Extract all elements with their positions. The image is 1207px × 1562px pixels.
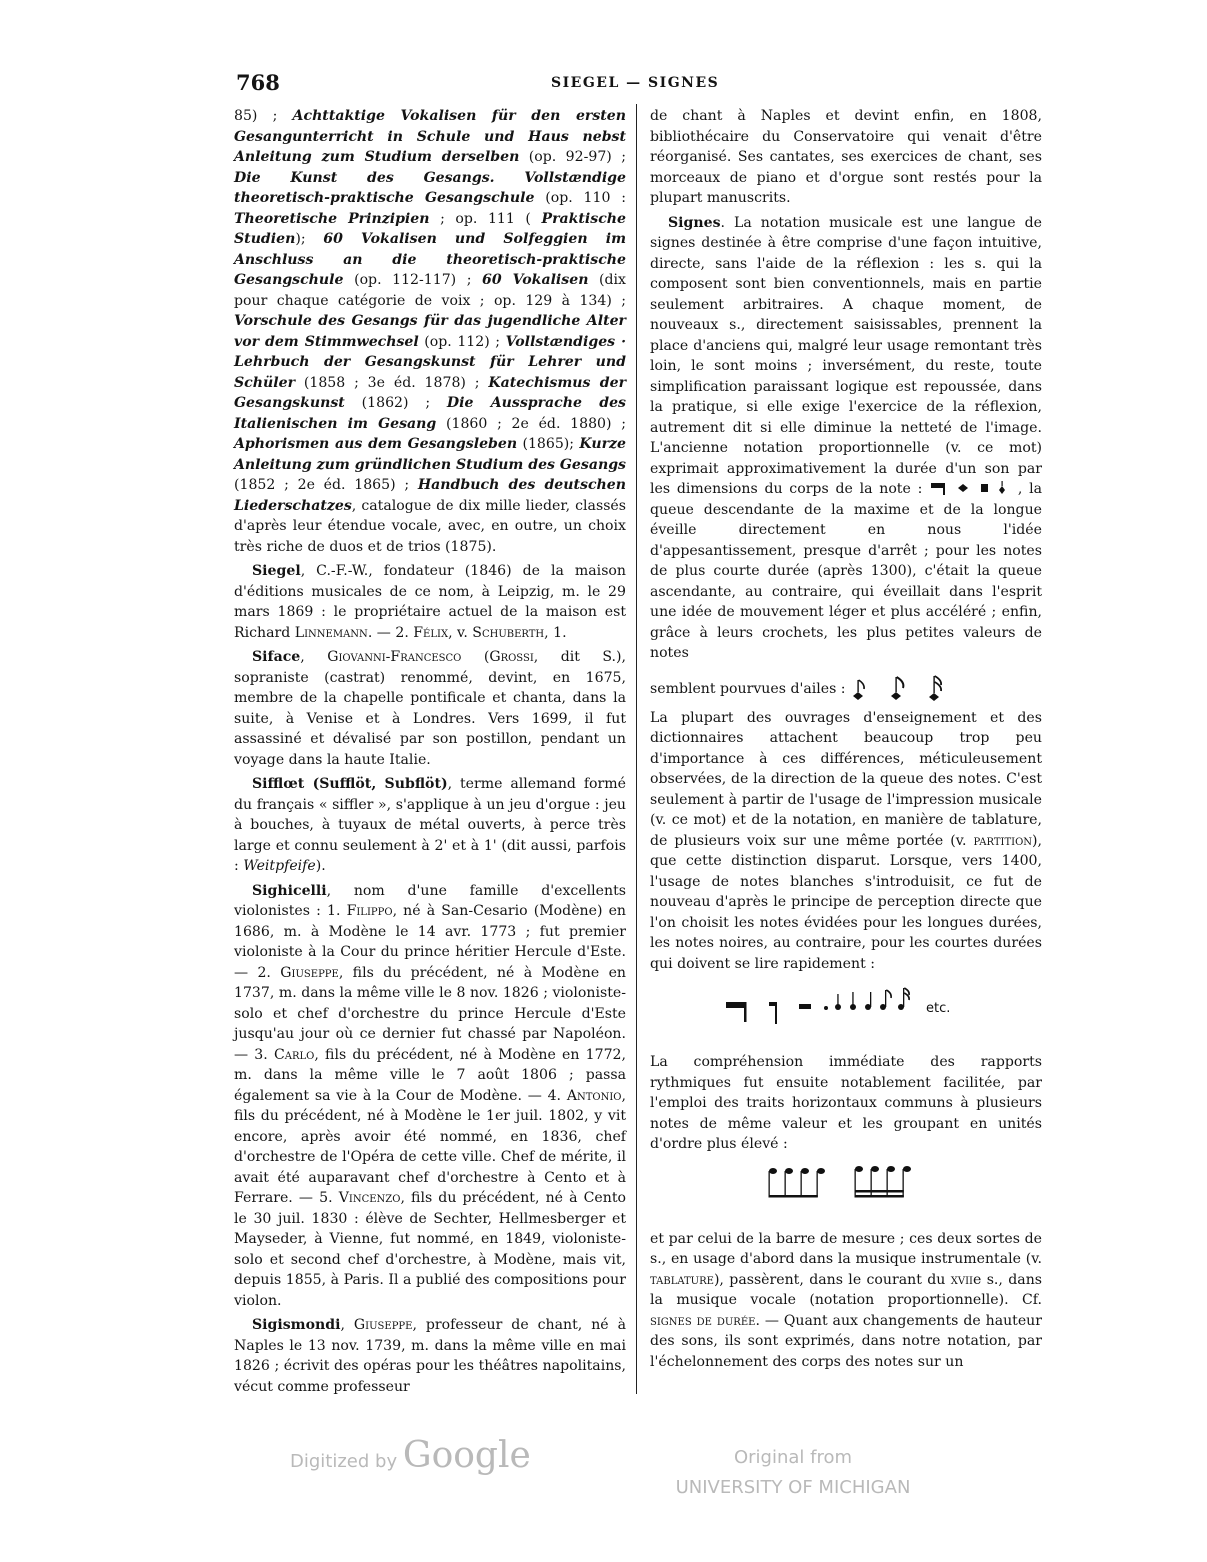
running-head: SIEGEL — SIGNES — [551, 75, 720, 91]
column-divider — [636, 104, 637, 1394]
entry-siegel: Siegel, C.-F.-W., fondateur (1846) de la maison d'éditions musicales de ce nom, à Leipzig, m. le 29 mars 1869 : le propriétaire actuel de la maison est Richard Linnemann. — 2. Félix, v. Schuberth, 1. — [234, 563, 626, 641]
beamed-notes-figure — [761, 1159, 931, 1215]
note-values-example — [650, 978, 1042, 1046]
entry-headword: Sifflœt (Sufflöt, Subflöt) — [252, 776, 448, 792]
entry-siface: Siface, Giovanni-Francesco (Grossi, dit S.), sopraniste (castrat) renommé, devint, en 1675, membre de la chapelle pontificale et chanta, dans la suite, à Venise et à Londres. Vers 1699, il fut assassiné et dévalisé par son postillon, pendant un voyage dans la haute Italie. — [234, 649, 627, 768]
entry-headword: Siegel — [252, 563, 301, 579]
note-values-figure — [721, 978, 971, 1038]
entry-headword: Siface — [252, 649, 301, 665]
paragraph-bibliography: 85) ; Achttaktige Vokalisen für den ersten Gesangunterricht in Schule und Haus nebst Anleitung zum Studium derselben (op. 92-97) ; Die Kunst des Gesangs. Vollstændige theoretisch-praktische Gesangschule (op. 110 : Theoretische Prinzipien ; op. 111 ( Praktische Studien); 60 Vokalisen und Solfeggien im Anschluss an die theoretisch-praktische Gesangschule (op. 112-117) ; 60 Vokalisen (dix pour chaque catégorie de voix ; op. 129 à 134) ; Vorschule des Gesangs für das jugendliche Alter vor dem Stimmwechsel (op. 112) ; Vollstændiges · Lehrbuch der Gesangskunst für Lehrer und Schüler (1858 ; 3e éd. 1878) ; Katechismus der Gesangskunst (1862) ; Die Aussprache des Italienischen im Gesang (1860 ; 2e éd. 1880) ; Aphorismen aus dem Gesangsleben (1865); Kurze Anleitung zum gründlichen Studium des Gesangs (1852 ; 2e éd. 1865) ; Handbuch des deutschen Liederschatzes, catalogue de dix mille lieder, classés d'après leur étendue vocale, avec, en outre, un choix très riche de duos et de trios (1875). — [234, 108, 626, 555]
entry-sifflet: Sifflœt (Sufflöt, Subflöt), terme allemand formé du français « siffler », s'applique à un jeu d'orgue : jeu à bouches, à tuyaux de métal ouverts, à perce très large et connu seulement à 2' et à 1' (dit aussi, parfois : Weitpfeife). — [234, 776, 626, 874]
entry-headword: Sigismondi — [252, 1317, 341, 1333]
digitized-by-google-watermark: Digitized by Google — [290, 1435, 531, 1476]
paragraph-bar-line: et par celui de la barre de mesure ; ces deux sortes de s., en usage d'abord dans la musique instrumentale (v. tablature), passèrent, dans le courant du xviie s., dans la musique vocale (notation proportionnelle). Cf. signes de durée. — Quant aux changements de hauteur des sons, ils sont exprimés, dans notre notation, par l'échelonnement des corps des notes sur un — [650, 1230, 1043, 1370]
entry-sighicelli: Sighicelli, nom d'une famille d'excellents violonistes : 1. Filippo, né à San-Cesario (Modène) en 1686, m. à Modène le 14 avr. 1773 ; fut premier violoniste à la Cour du prince héritier Hercule d'Este. — 2. Giuseppe, fils du précédent, né à Modène en 1737, m. dans la même ville le 8 nov. 1826 ; violoniste-solo et chef d'orchestre du prince Hercule d'Este jusqu'au jour où ce dernier fut chassé par Napoléon. — 3. Carlo, fils du précédent, né à Modène en 1772, m. dans la même ville le 7 août 1806 ; passa également sa vie à la Cour de Modène. — 4. Antonio, fils du précédent, né à Modène le 1er juil. 1802, y vit encore, après avoir été nommé, en 1836, chef d'orchestre de l'Opéra de cette ville. Chef de mérite, il avait été auparavant chef d'orchestre à Cento et à Ferrare. — 5. Vincenzo, fils du précédent, né à Cento le 30 juil. 1830 : élève de Sechter, Hellmesberger et Mayseder, à Vienne, fut nommé, en 1849, violoniste-solo et second chef d'orchestre, à Modène, mais vit, depuis 1855, à Paris. Il a publié des compositions pour violon. — [234, 882, 626, 1309]
sixteenth-notes-group — [855, 1166, 912, 1198]
beamed-notes-example — [650, 1159, 1042, 1223]
entry-headword: Signes — [668, 214, 721, 231]
left-column — [234, 106, 626, 1401]
entry-signes: Signes. La notation musicale est une langue de signes destinée à être comprise d'une façon intuitive, directe, sans l'aide de la réflexion : les s. qui la composent sont bien conventionnels, mais en partie seulement arbitraires. A chaque moment, de nouveaux s., directement saisissables, prennent la place d'anciens qui, malgré leur usage remontant très loin, le sont moins ; inversément, du reste, toute simplification paraissant logique est repoussée, dans la pratique, si elle exige l'exercice de la réflexion, autrement dit si elle diminue la netteté de l'image. L'ancienne notation proportionnelle (v. ce mot) exprimait approximativement la durée d'un son par les dimensions du corps de la note : , la queue descendante de la maxime et de la longue éveille directement en nous l'idée d'appesantissement, presque d'arrêt ; pour les notes de plus courte durée (après 1300), c'était la queue ascendante, au contraire, qui éveillait dans l'esprit une idée de mouvement léger et plus accéléré ; enfin, grâce à leurs crochets, les plus petites valeurs de notes — [650, 214, 1042, 661]
flagged-notes-figure — [850, 674, 960, 704]
original-from-watermark: Original from UNIVERSITY OF MICHIGAN — [675, 1447, 911, 1498]
entry-sigismondi: Sigismondi, Giuseppe, professeur de chant, né à Naples le 13 nov. 1739, m. dans la même ville en mai 1826 ; écrivit des opéras pour les théâtres napolitains, vécut comme professeur — [234, 1317, 626, 1395]
etc-label: etc. — [926, 1001, 951, 1016]
paragraph-winged-notes: semblent pourvues d'ailes : — [650, 674, 1042, 704]
proportional-notes-figure — [929, 480, 1011, 498]
paragraph-beams: La compréhension immédiate des rapports rythmiques fut ensuite notablement facilitée, par l'emploi des traits horizontaux communs à plusieurs notes de même valeur et les groupant en unités d'ordre plus élevé : — [650, 1054, 1042, 1152]
eighth-notes-group — [769, 1168, 826, 1198]
page-number: 768 — [236, 70, 280, 95]
right-column — [650, 106, 1042, 1376]
paragraph-notation-history: La plupart des ouvrages d'enseignement et des dictionnaires attachent beaucoup trop peu d'importance à ces différences, méticuleusement observées, de la direction de la queue des notes. C'est seulement à partir de l'usage de l'impression musicale (v. ce mot) et de la notation, en manière de tablature, de plusieurs voix sur une même portée (v. partition), que cette distinction disparut. Lorsque, vers 1400, l'usage de notes blanches s'introduisit, ce fut de nouveau d'après le principe de perception directe que l'on choisit les notes évidées pour les longues durées, les notes noires, au contraire, pour les courtes durées qui doivent se lire rapidement : — [650, 709, 1042, 972]
entry-headword: Sighicelli — [252, 882, 327, 899]
google-logo-text: Google — [402, 1435, 531, 1476]
paragraph-sigismondi-continued: de chant à Naples et devint enfin, en 1808, bibliothécaire du Conservatoire qui venait d'être réorganisé. Ses cantates, ses exercices de chant, ses morceaux de piano et d'orgue sont restés pour la plupart manuscrits. — [650, 108, 1042, 206]
